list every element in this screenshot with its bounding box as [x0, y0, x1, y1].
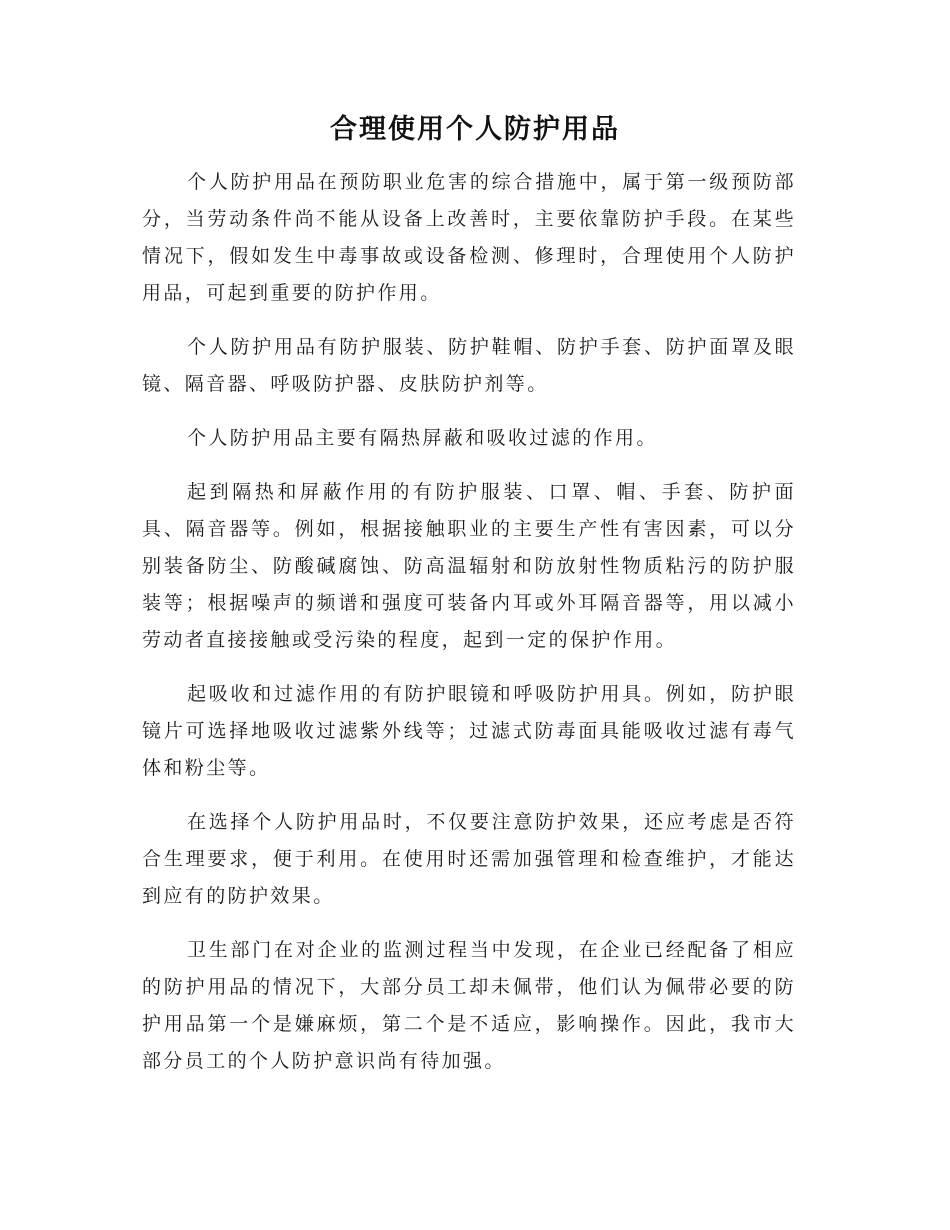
- paragraph: 起吸收和过滤作用的有防护眼镜和呼吸防护用具。例如，防护眼镜片可选择地吸收过滤紫外线等；过滤式防毒面具能吸收过滤有毒气体和粉尘等。: [142, 683, 796, 779]
- document-title: 合理使用个人防护用品: [330, 114, 620, 145]
- paragraph: 在选择个人防护用品时，不仅要注意防护效果，还应考虑是否符合生理要求，便于利用。在使用时还需加强管理和检查维护，才能达到应有的防护效果。: [142, 811, 796, 907]
- paragraph: 卫生部门在对企业的监测过程当中发现，在企业已经配备了相应的防护用品的情况下，大部分员工却未佩带，他们认为佩带必要的防护用品第一个是嫌麻烦，第二个是不适应，影响操作。因此，我市大部分员工的个人防护意识尚有待加强。: [142, 939, 796, 1072]
- document-body: [142, 164, 796, 1097]
- paragraph: 起到隔热和屏蔽作用的有防护服装、口罩、帽、手套、防护面具、隔音器等。例如，根据接触职业的主要生产性有害因素，可以分别装备防尘、防酸碱腐蚀、防高温辐射和防放射性物质粘污的防护服装等；根据噪声的频谱和强度可装备内耳或外耳隔音器等，用以减小劳动者直接接触或受污染的程度，起到一定的保护作用。: [142, 481, 796, 651]
- paragraph: 个人防护用品在预防职业危害的综合措施中，属于第一级预防部分，当劳动条件尚不能从设备上改善时，主要依靠防护手段。在某些情况下，假如发生中毒事故或设备检测、修理时，合理使用个人防护用品，可起到重要的防护作用。: [142, 171, 796, 304]
- paragraph: 个人防护用品主要有隔热屏蔽和吸收过滤的作用。: [187, 427, 658, 449]
- paragraph: 个人防护用品有防护服装、防护鞋帽、防护手套、防护面罩及眼镜、隔音器、呼吸防护器、皮肤防护剂等。: [142, 336, 796, 395]
